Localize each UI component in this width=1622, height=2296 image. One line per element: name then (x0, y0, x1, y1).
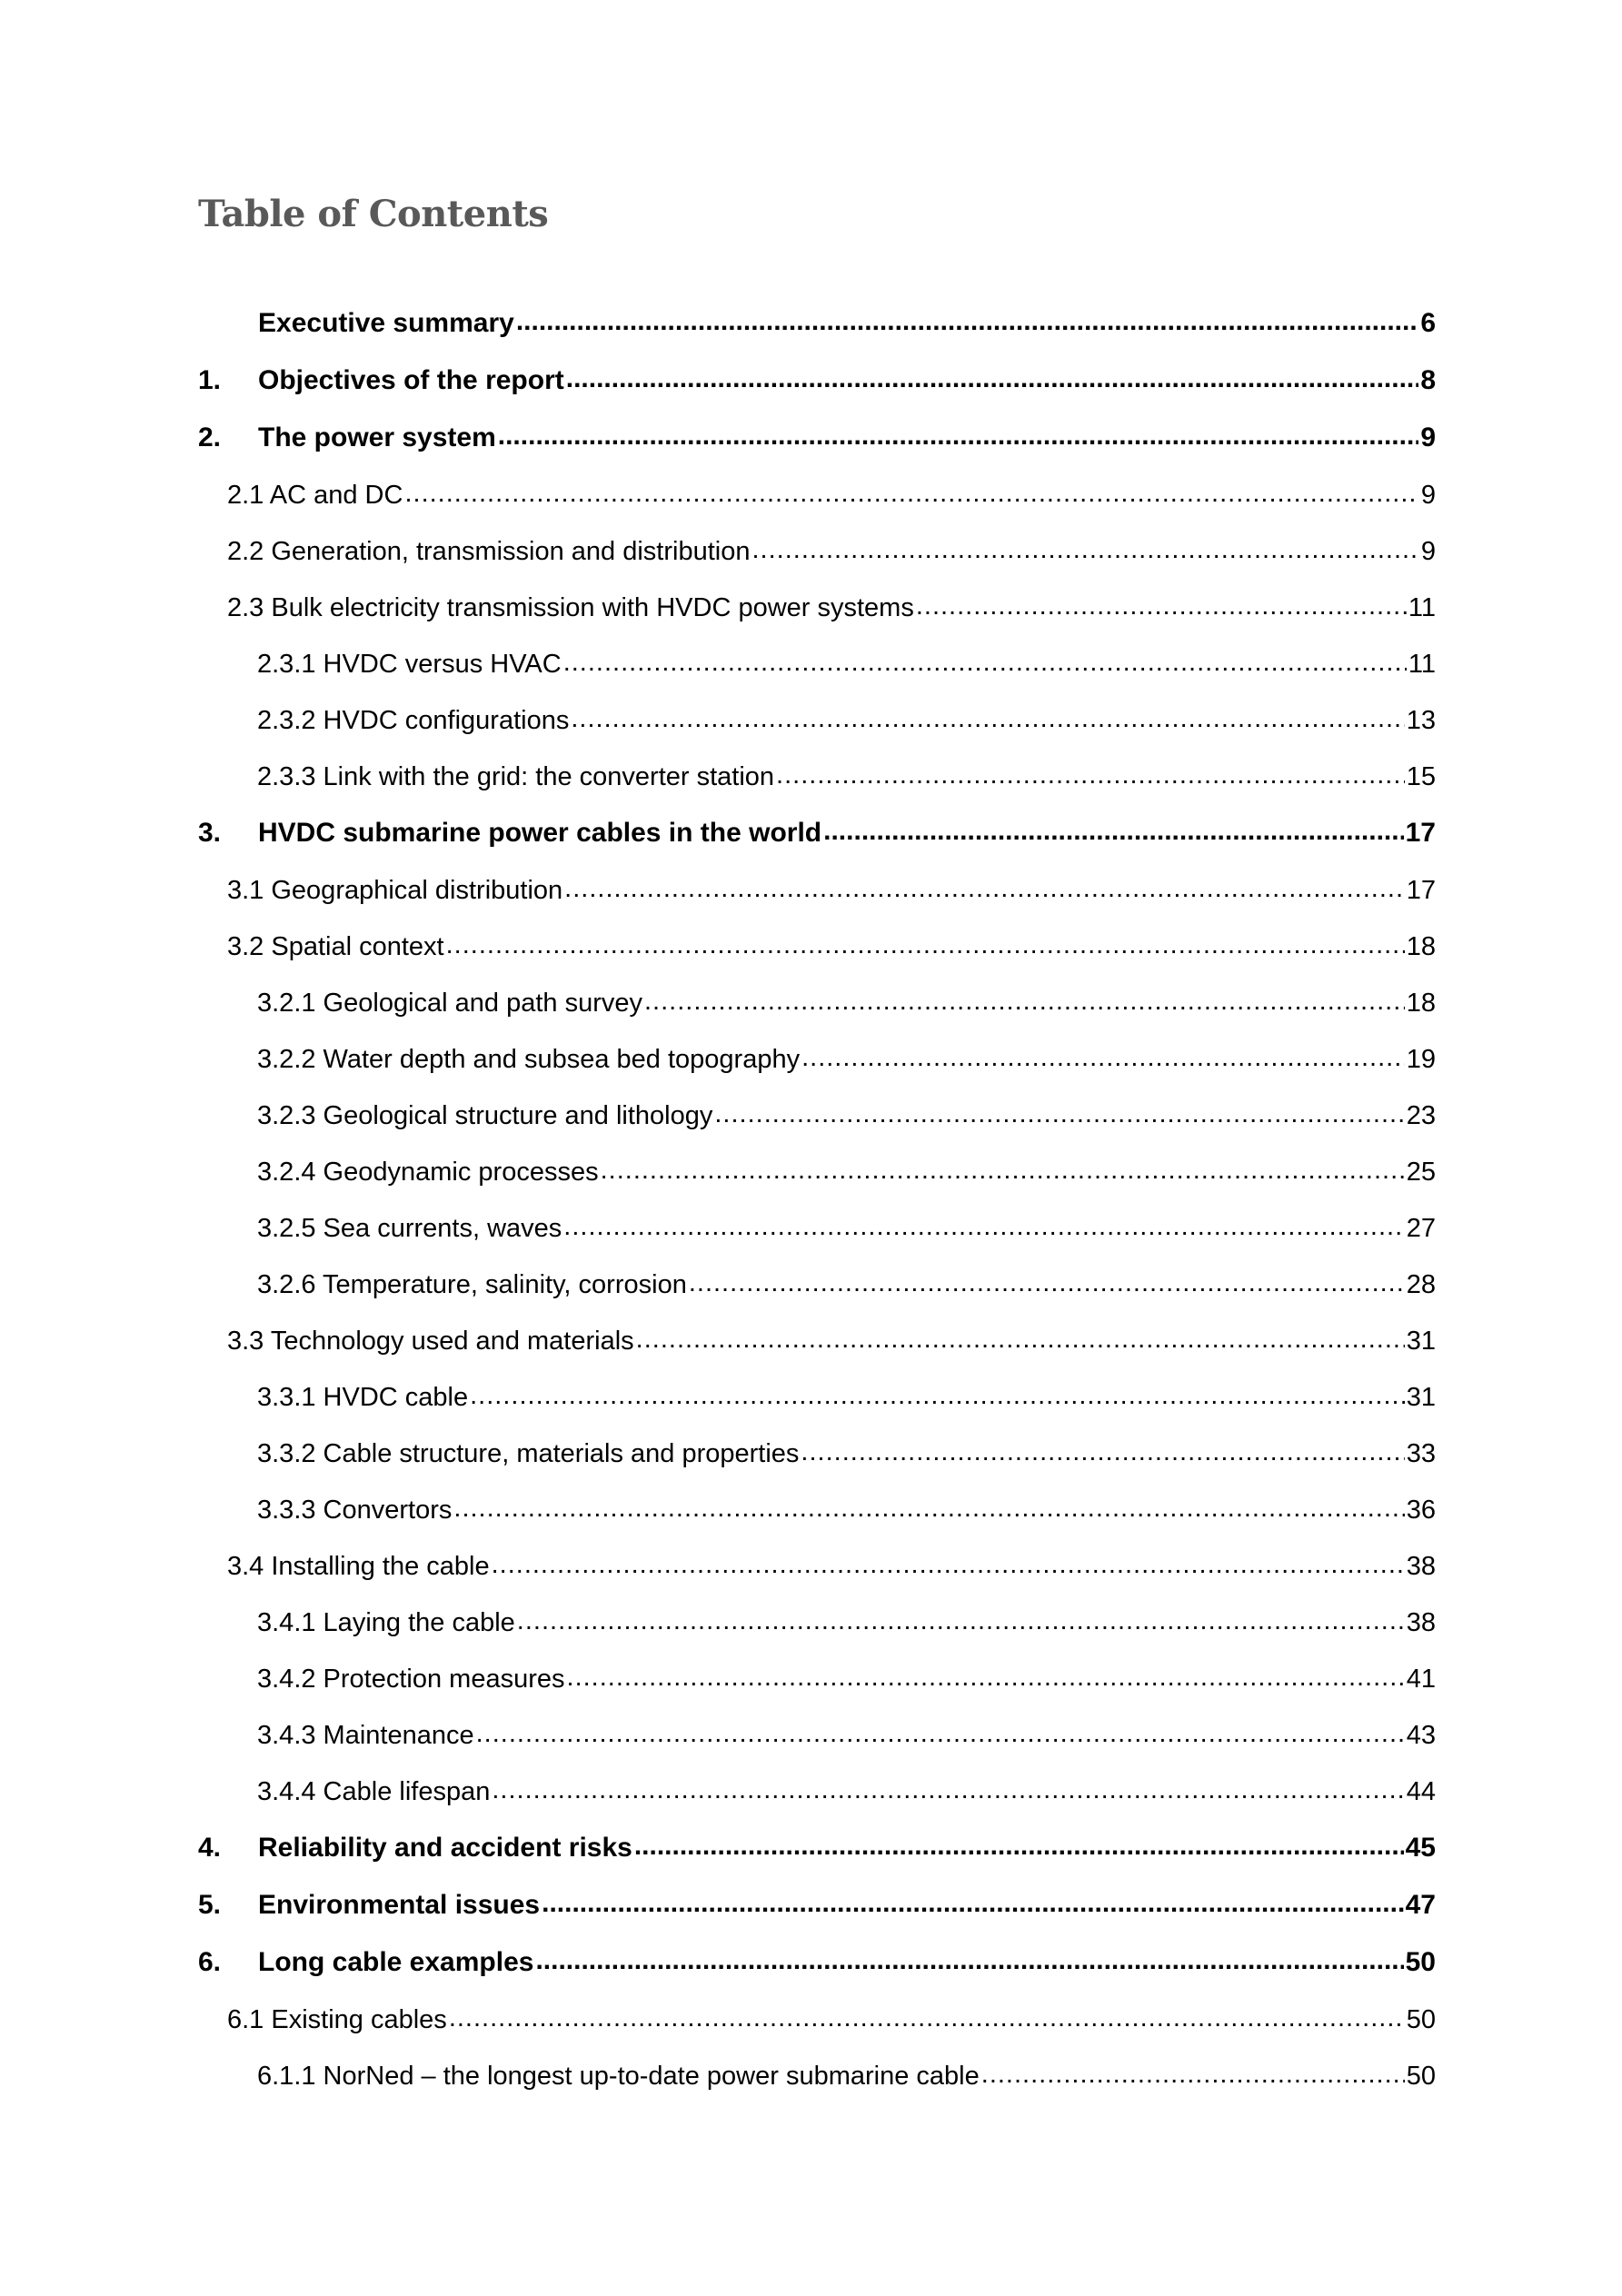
toc-entry-page-number: 28 (1406, 1270, 1436, 1299)
dot-leader (449, 2002, 1405, 2034)
toc-entry-title: Reliability and accident risks (258, 1833, 632, 1863)
toc-entry-page-number: 15 (1406, 762, 1436, 791)
toc-entry-number: 6. (198, 1947, 222, 1977)
toc-entry-page-number: 9 (1420, 481, 1436, 510)
toc-entry-title: Executive summary (258, 308, 514, 338)
toc-entry-number: 1. (198, 365, 222, 395)
toc-entry[interactable] (198, 1946, 1436, 2003)
toc-entry-number: 2. (198, 422, 222, 452)
dot-leader (564, 872, 1405, 905)
toc-entry-page-number: 50 (1406, 2062, 1436, 2091)
dot-leader (981, 2058, 1405, 2091)
toc-entry[interactable] (198, 930, 1436, 987)
toc-entry-page-number: 31 (1406, 1383, 1436, 1412)
dot-leader (751, 533, 1418, 566)
dot-leader (404, 477, 1418, 510)
dot-leader (916, 590, 1407, 622)
toc-entry-title: 3.3.3 Convertors (257, 1496, 453, 1525)
toc-entry[interactable] (198, 2060, 1436, 2116)
toc-entry-title: 3.3.1 HVDC cable (257, 1383, 469, 1412)
toc-entry[interactable] (198, 648, 1436, 704)
toc-heading: Table of Contents (198, 193, 549, 235)
toc-entry[interactable] (198, 535, 1436, 591)
toc-entry-number: 5. (198, 1890, 222, 1920)
toc-entry[interactable] (198, 591, 1436, 648)
toc-entry-title: Long cable examples (258, 1947, 534, 1977)
toc-entry-page-number: 13 (1406, 706, 1436, 735)
toc-entry[interactable] (198, 1663, 1436, 1719)
toc-entry-title: 3.3.2 Cable structure, materials and properties (257, 1439, 800, 1468)
toc-entry-page-number: 6 (1420, 308, 1436, 338)
toc-entry-title: 3.1 Geographical distribution (227, 876, 563, 905)
toc-entry[interactable] (198, 1719, 1436, 1775)
toc-entry-page-number: 23 (1406, 1101, 1436, 1130)
dot-leader (823, 815, 1403, 848)
toc-entry-page-number: 36 (1406, 1496, 1436, 1525)
toc-entry-title: 2.1 AC and DC (227, 481, 403, 510)
toc-entry-page-number: 33 (1406, 1439, 1436, 1468)
toc-entry[interactable] (198, 1043, 1436, 1099)
toc-entry[interactable] (198, 987, 1436, 1043)
toc-entry[interactable] (198, 1437, 1436, 1494)
dot-leader (644, 985, 1405, 1018)
dot-leader (801, 1041, 1405, 1074)
toc-entry-title: 2.3 Bulk electricity transmission with HVDC power systems (227, 593, 914, 622)
toc-entry-page-number: 9 (1420, 422, 1436, 452)
toc-entry-page-number: 18 (1406, 932, 1436, 961)
toc-entry[interactable] (198, 1212, 1436, 1268)
toc-entry[interactable] (198, 1268, 1436, 1325)
dot-leader (571, 702, 1404, 735)
toc-entry-title: 2.2 Generation, transmission and distribution (227, 537, 751, 566)
toc-entry-title: 3.4 Installing the cable (227, 1552, 490, 1581)
toc-entry[interactable] (198, 704, 1436, 760)
toc-entry-title: Objectives of the report (258, 365, 564, 395)
toc-entry-page-number: 8 (1420, 365, 1436, 395)
toc-entry-title: 3.4.4 Cable lifespan (257, 1777, 491, 1806)
toc-entry-page-number: 11 (1408, 593, 1436, 622)
toc-entry-page-number: 41 (1406, 1665, 1436, 1694)
dot-leader (566, 363, 1419, 395)
dot-leader (516, 305, 1418, 338)
toc-entry-page-number: 19 (1406, 1045, 1436, 1074)
toc-entry-page-number: 38 (1406, 1608, 1436, 1637)
toc-entry-page-number: 31 (1406, 1327, 1436, 1356)
toc-entry-title: HVDC submarine power cables in the world (258, 818, 822, 848)
toc-entry-page-number: 17 (1405, 818, 1436, 848)
toc-entry-title: 3.2.4 Geodynamic processes (257, 1158, 599, 1187)
toc-entry-page-number: 44 (1406, 1777, 1436, 1806)
dot-leader (563, 1210, 1404, 1243)
toc-entry[interactable] (198, 817, 1436, 874)
dot-leader (492, 1548, 1405, 1581)
toc-entry[interactable] (198, 364, 1436, 422)
toc-entry-title: 6.1 Existing cables (227, 2005, 447, 2034)
toc-entry-page-number: 50 (1406, 2005, 1436, 2034)
toc-entry-page-number: 18 (1406, 989, 1436, 1018)
toc-entry-page-number: 17 (1406, 876, 1436, 905)
toc-entry[interactable] (198, 1550, 1436, 1606)
toc-entry-page-number: 45 (1405, 1833, 1436, 1863)
toc-entry-page-number: 38 (1406, 1552, 1436, 1581)
toc-entry[interactable] (198, 479, 1436, 535)
toc-entry-title: 3.4.2 Protection measures (257, 1665, 565, 1694)
toc-entry[interactable] (198, 1099, 1436, 1156)
toc-entry-page-number: 11 (1408, 650, 1436, 679)
dot-leader (492, 1774, 1404, 1806)
toc-entry-title: 3.2 Spatial context (227, 932, 444, 961)
toc-entry[interactable] (198, 1606, 1436, 1663)
toc-entry-title: 3.2.5 Sea currents, waves (257, 1214, 562, 1243)
toc-list (198, 307, 1436, 2116)
toc-entry[interactable] (198, 760, 1436, 817)
toc-entry-title: 2.3.3 Link with the grid: the converter station (257, 762, 775, 791)
dot-leader (689, 1267, 1405, 1299)
toc-entry[interactable] (198, 1381, 1436, 1437)
toc-entry[interactable] (198, 1775, 1436, 1832)
toc-entry-page-number: 9 (1420, 537, 1436, 566)
dot-leader (776, 759, 1405, 791)
toc-entry-page-number: 50 (1405, 1947, 1436, 1977)
dot-leader (636, 1323, 1405, 1356)
dot-leader (517, 1605, 1405, 1637)
toc-entry-title: Environmental issues (258, 1890, 541, 1920)
toc-entry-title: 3.2.2 Water depth and subsea bed topography (257, 1045, 801, 1074)
toc-entry[interactable] (198, 307, 1436, 364)
toc-entry-title: 2.3.1 HVDC versus HVAC (257, 650, 562, 679)
dot-leader (446, 929, 1405, 961)
dot-leader (801, 1436, 1404, 1468)
toc-entry[interactable] (198, 1325, 1436, 1381)
toc-entry-title: 3.2.6 Temperature, salinity, corrosion (257, 1270, 687, 1299)
dot-leader (714, 1098, 1404, 1130)
toc-entry-number: 4. (198, 1833, 222, 1863)
dot-leader (453, 1492, 1404, 1525)
toc-entry-title: 2.3.2 HVDC configurations (257, 706, 570, 735)
toc-entry-title: 3.4.1 Laying the cable (257, 1608, 515, 1637)
toc-entry-title: 3.4.3 Maintenance (257, 1721, 474, 1750)
toc-entry-title: 3.3 Technology used and materials (227, 1327, 634, 1356)
toc-entry[interactable] (198, 2003, 1436, 2060)
toc-entry-title: 3.2.1 Geological and path survey (257, 989, 642, 1018)
toc-entry-number: 3. (198, 818, 222, 848)
dot-leader (563, 646, 1407, 679)
dot-leader (542, 1887, 1404, 1920)
toc-entry[interactable] (198, 1889, 1436, 1946)
toc-entry-page-number: 47 (1405, 1890, 1436, 1920)
toc-entry-title: 3.2.3 Geological structure and lithology (257, 1101, 713, 1130)
toc-entry[interactable] (198, 1494, 1436, 1550)
dot-leader (498, 420, 1419, 452)
dot-leader (470, 1379, 1405, 1412)
dot-leader (476, 1717, 1405, 1750)
toc-entry-page-number: 25 (1406, 1158, 1436, 1187)
toc-entry-title: The power system (258, 422, 496, 452)
dot-leader (634, 1830, 1404, 1863)
toc-entry[interactable] (198, 874, 1436, 930)
toc-entry[interactable] (198, 1832, 1436, 1889)
dot-leader (601, 1154, 1405, 1187)
toc-entry[interactable] (198, 422, 1436, 479)
dot-leader (567, 1661, 1405, 1694)
toc-entry[interactable] (198, 1156, 1436, 1212)
toc-entry-page-number: 27 (1406, 1214, 1436, 1243)
toc-entry-title: 6.1.1 NorNed – the longest up-to-date power submarine cable (257, 2062, 980, 2091)
toc-entry-page-number: 43 (1406, 1721, 1436, 1750)
dot-leader (535, 1944, 1403, 1977)
